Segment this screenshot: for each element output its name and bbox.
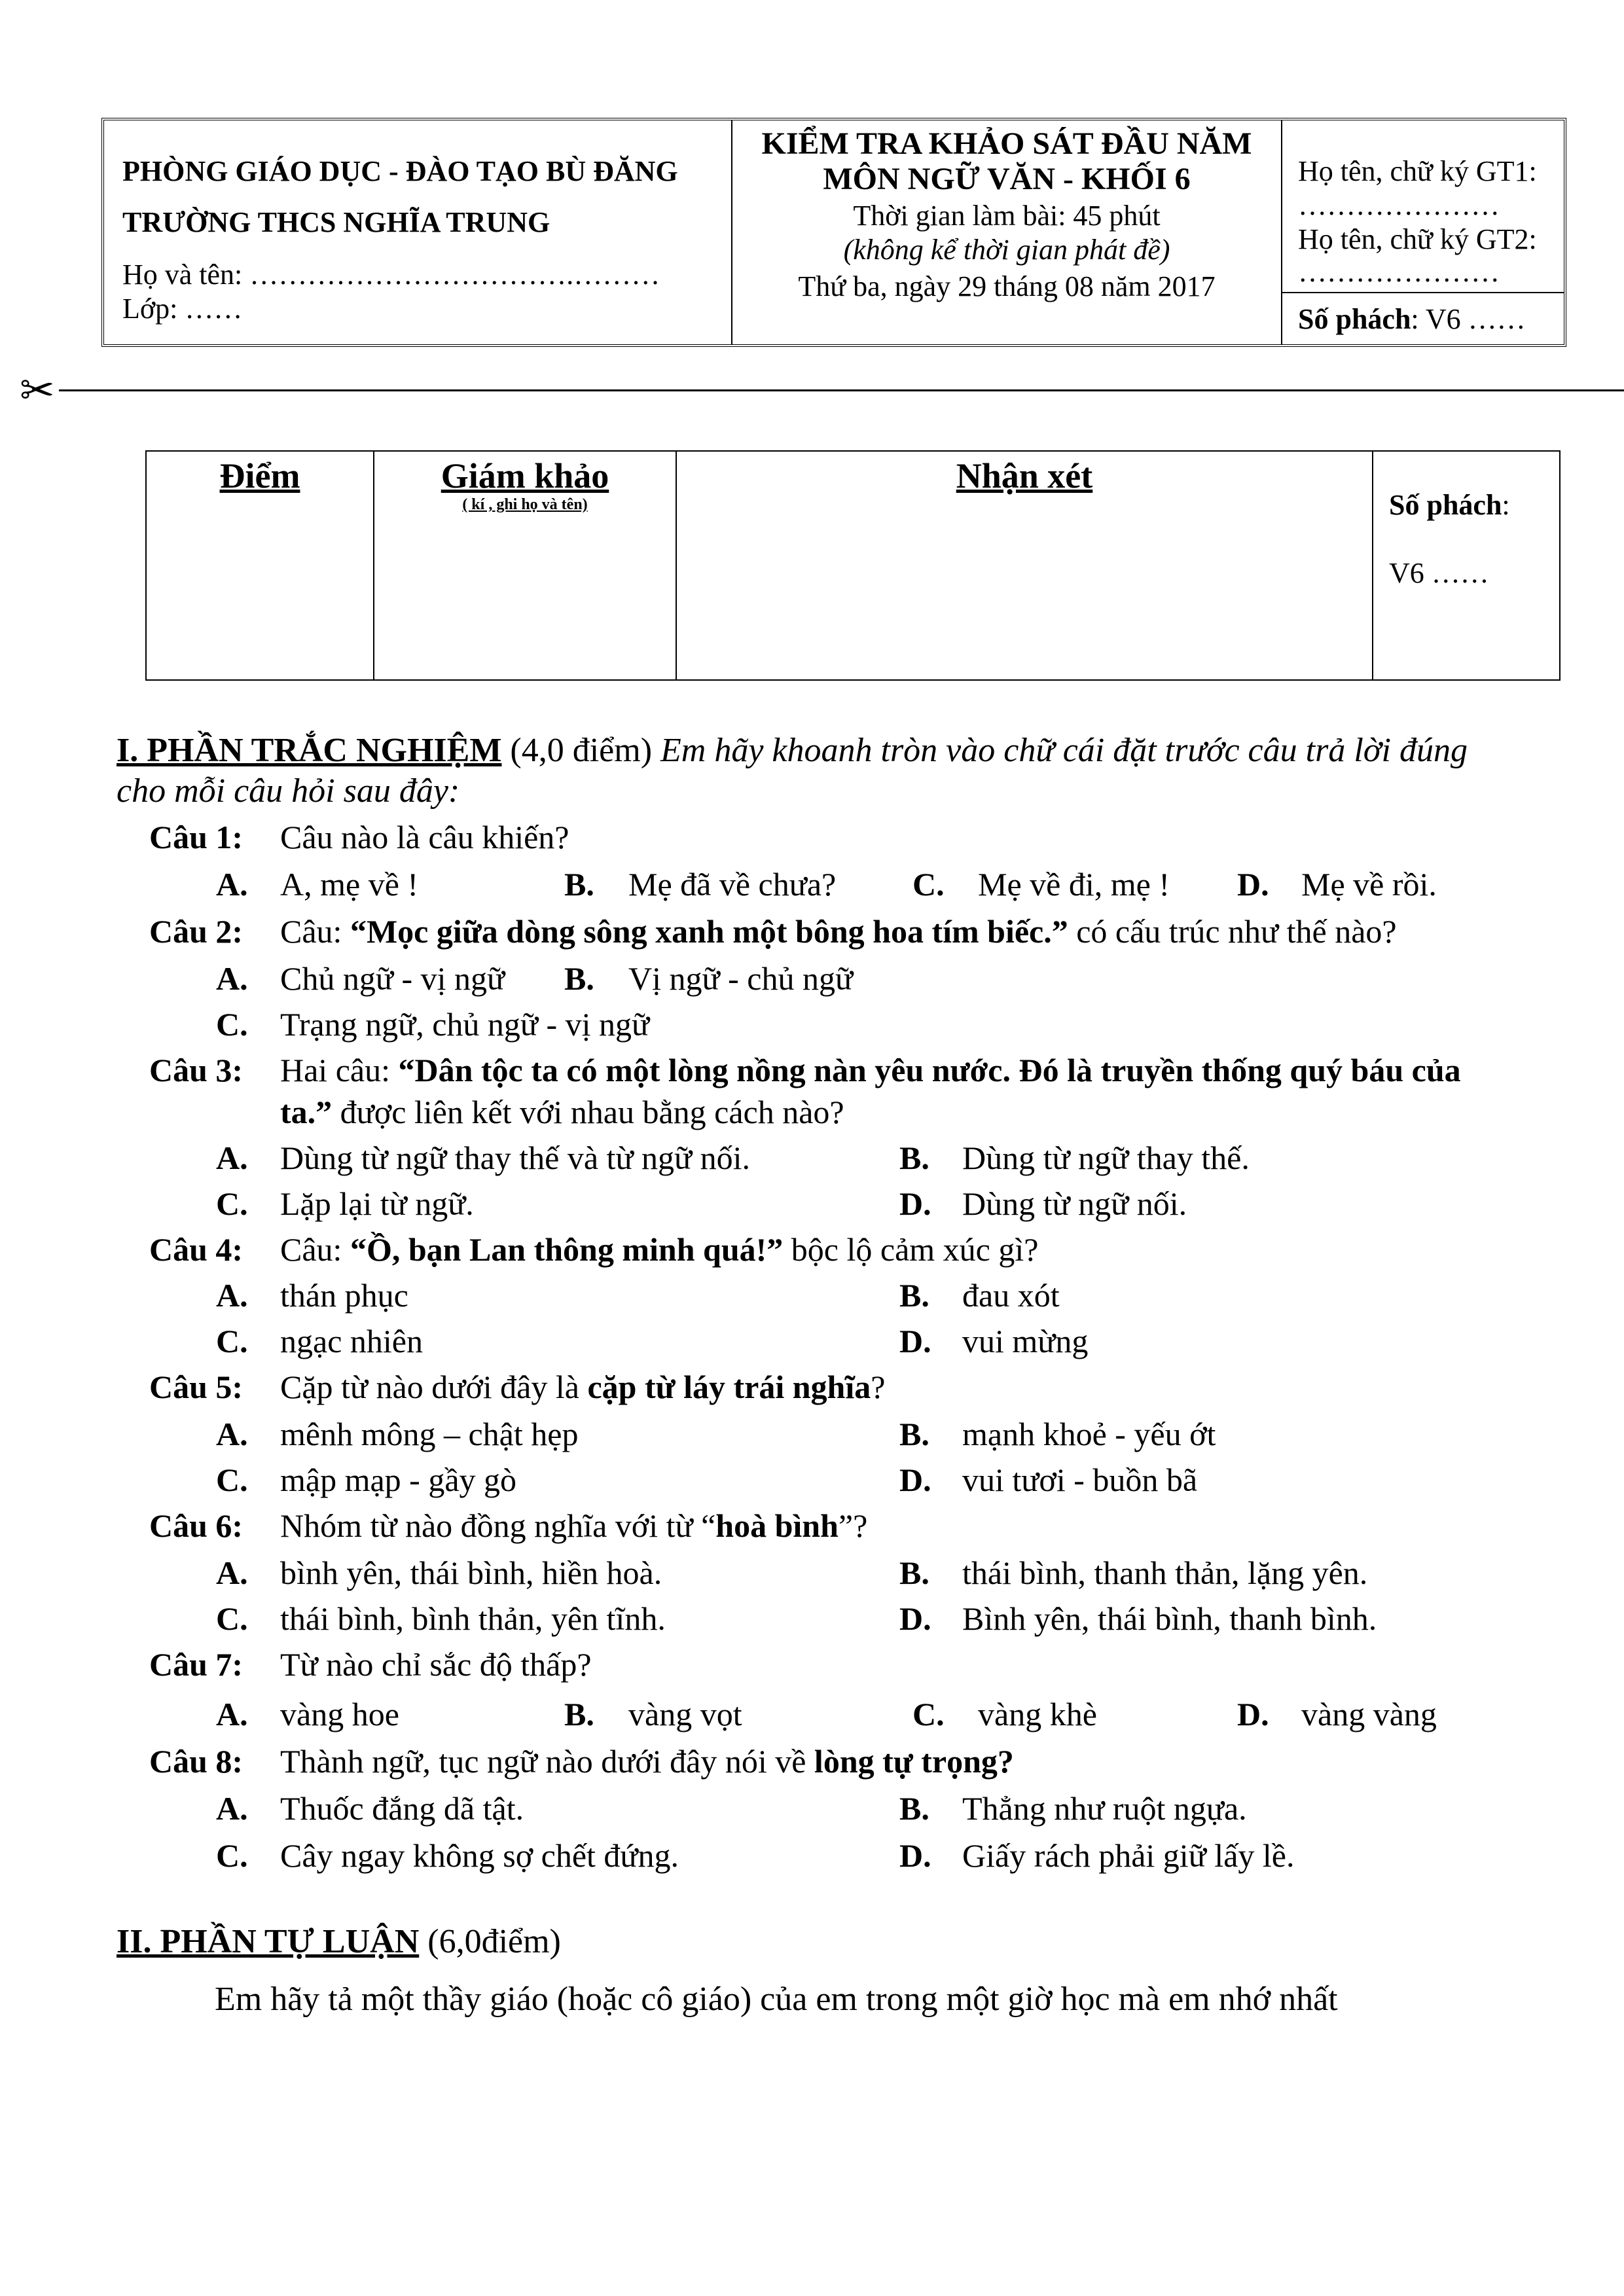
- proctor1-label: Họ tên, chữ ký GT1:: [1298, 155, 1537, 187]
- q8-option-c-letter: C.: [216, 1837, 248, 1874]
- q3-option-c-letter: C.: [216, 1185, 248, 1222]
- q5-option-a-letter: A.: [216, 1416, 248, 1452]
- q8-option-b-letter: B.: [899, 1790, 929, 1827]
- q7-option-d-letter: D.: [1237, 1696, 1269, 1732]
- question-3-label: Câu 3:: [149, 1052, 244, 1088]
- q5-option-b: mạnh khoẻ - yếu ớt: [962, 1416, 1216, 1452]
- class-line: Lớp: ……: [122, 293, 243, 325]
- question-8-text: Thành ngữ, tục ngữ nào dưới đây nói về lòng tự trọng?: [280, 1743, 1014, 1780]
- q6-option-b-letter: B.: [899, 1554, 929, 1591]
- q7-option-b: vàng vọt: [628, 1696, 742, 1732]
- q6-option-d: Bình yên, thái bình, thanh bình.: [962, 1600, 1377, 1637]
- so-phach-cell: [1373, 452, 1559, 679]
- essay-prompt: Em hãy tả một thầy giáo (hoặc cô giáo) của em trong một giờ học mà em nhớ nhất: [215, 1981, 1338, 2018]
- question-4-text: Câu: “Ồ, bạn Lan thông minh quá!” bộc lộ cảm xúc gì?: [280, 1231, 1039, 1268]
- exam-date: Thứ ba, ngày 29 tháng 08 năm 2017: [798, 270, 1216, 302]
- q5-option-d: vui tươi - buồn bã: [962, 1462, 1198, 1498]
- examiner-heading: Giám khảo: [441, 456, 609, 495]
- q8-option-d-letter: D.: [899, 1837, 931, 1874]
- table-so-phach-label: Số phách:: [1389, 489, 1510, 521]
- question-8-label: Câu 8:: [149, 1743, 244, 1780]
- question-2-label: Câu 2:: [149, 913, 244, 950]
- proctor2-signature: …………………: [1298, 256, 1500, 288]
- q7-option-c-letter: C.: [912, 1696, 945, 1732]
- q1-option-b: Mẹ đã về chưa?: [628, 866, 837, 903]
- q3-option-b: Dùng từ ngữ thay thế.: [962, 1139, 1250, 1176]
- q1-option-c: Mẹ về đi, mẹ !: [978, 866, 1170, 903]
- q3-option-b-letter: B.: [899, 1139, 929, 1176]
- q1-option-b-letter: B.: [564, 866, 594, 903]
- cut-line: [59, 389, 1624, 391]
- q5-option-c-letter: C.: [216, 1462, 248, 1498]
- q4-option-a: thán phục: [280, 1277, 408, 1314]
- q6-option-a-letter: A.: [216, 1554, 248, 1591]
- q2-option-a: Chủ ngữ - vị ngữ: [280, 960, 505, 997]
- q6-option-d-letter: D.: [899, 1600, 931, 1637]
- proctor2-label: Họ tên, chữ ký GT2:: [1298, 223, 1537, 255]
- q3-option-d: Dùng từ ngữ nối.: [962, 1185, 1187, 1222]
- part1-heading: I. PHẦN TRẮC NGHIỆM (4,0 điểm) Em hãy khoanh tròn vào chữ cái đặt trước câu trả lời đúng: [117, 732, 1468, 769]
- exam-header: [101, 118, 1566, 347]
- q1-option-a: A, mẹ về !: [280, 866, 419, 903]
- q8-option-a: Thuốc đắng dã tật.: [280, 1790, 524, 1827]
- q8-option-c: Cây ngay không sợ chết đứng.: [280, 1837, 679, 1874]
- q1-option-d-letter: D.: [1237, 866, 1269, 903]
- question-5-label: Câu 5:: [149, 1369, 244, 1405]
- question-1-text: Câu nào là câu khiến?: [280, 819, 569, 855]
- header-proctor-info: [1282, 120, 1564, 344]
- exam-duration: Thời gian làm bài: 45 phút: [853, 200, 1161, 232]
- q5-option-d-letter: D.: [899, 1462, 931, 1498]
- q1-option-a-letter: A.: [216, 866, 248, 903]
- q2-option-b: Vị ngữ - chủ ngữ: [628, 960, 854, 997]
- question-6-text: Nhóm từ nào đồng nghĩa với từ “hoà bình”?: [280, 1507, 868, 1544]
- student-name-line: Họ và tên: …………………………….………: [122, 259, 660, 291]
- exam-duration-note: (không kể thời gian phát đề): [843, 234, 1170, 266]
- q3-option-d-letter: D.: [899, 1185, 931, 1222]
- q2-option-c-letter: C.: [216, 1006, 248, 1043]
- q4-option-c-letter: C.: [216, 1323, 248, 1359]
- table-so-phach-value: V6 ……: [1389, 557, 1489, 589]
- examiner-subheading: ( kí , ghi họ và tên): [462, 496, 588, 513]
- q8-option-d: Giấy rách phải giữ lấy lề.: [962, 1837, 1295, 1874]
- q4-option-c: ngạc nhiên: [280, 1323, 423, 1359]
- part2-heading: II. PHẦN TỰ LUẬN (6,0điểm): [117, 1923, 561, 1960]
- q4-option-b-letter: B.: [899, 1277, 929, 1314]
- proctor1-signature: …………………: [1298, 189, 1500, 221]
- question-3-text-line2: ta.” được liên kết với nhau bằng cách nào?: [280, 1094, 844, 1130]
- proctor-divider: [1282, 292, 1564, 293]
- q5-option-b-letter: B.: [899, 1416, 929, 1452]
- department-name: PHÒNG GIÁO DỤC - ĐÀO TẠO BÙ ĐĂNG: [122, 155, 678, 187]
- q3-option-a-letter: A.: [216, 1139, 248, 1176]
- q1-option-c-letter: C.: [912, 866, 945, 903]
- header-so-phach: Số phách: V6 ……: [1298, 303, 1526, 335]
- q7-option-d: vàng vàng: [1301, 1696, 1437, 1732]
- exam-title: KIỂM TRA KHẢO SÁT ĐẦU NĂM: [761, 126, 1252, 161]
- score-table: [145, 450, 1561, 681]
- q4-option-b: đau xót: [962, 1277, 1060, 1314]
- q6-option-b: thái bình, thanh thản, lặng yên.: [962, 1554, 1368, 1591]
- q8-option-a-letter: A.: [216, 1790, 248, 1827]
- q2-option-a-letter: A.: [216, 960, 248, 997]
- question-7-label: Câu 7:: [149, 1646, 244, 1683]
- part1-instruction: cho mỗi câu hỏi sau đây:: [117, 772, 460, 810]
- q7-option-a-letter: A.: [216, 1696, 248, 1732]
- header-school-info: [104, 120, 732, 344]
- q6-option-c-letter: C.: [216, 1600, 248, 1637]
- q5-option-c: mập mạp - gầy gò: [280, 1462, 517, 1498]
- q4-option-a-letter: A.: [216, 1277, 248, 1314]
- q4-option-d: vui mừng: [962, 1323, 1089, 1359]
- score-cell: [147, 452, 374, 679]
- question-5-text: Cặp từ nào dưới đây là cặp từ láy trái nghĩa?: [280, 1369, 886, 1405]
- q3-option-c: Lặp lại từ ngữ.: [280, 1185, 474, 1222]
- comment-cell: [677, 452, 1373, 679]
- q7-option-c: vàng khè: [978, 1696, 1097, 1732]
- q7-option-b-letter: B.: [564, 1696, 594, 1732]
- q4-option-d-letter: D.: [899, 1323, 931, 1359]
- q6-option-a: bình yên, thái bình, hiền hoà.: [280, 1554, 662, 1591]
- q8-option-b: Thẳng như ruột ngựa.: [962, 1790, 1247, 1827]
- q7-option-a: vàng hoe: [280, 1696, 399, 1732]
- question-2-text: Câu: “Mọc giữa dòng sông xanh một bông hoa tím biếc.” có cấu trúc như thế nào?: [280, 913, 1397, 950]
- question-7-text: Từ nào chỉ sắc độ thấp?: [280, 1646, 592, 1683]
- q3-option-a: Dùng từ ngữ thay thế và từ ngữ nối.: [280, 1139, 751, 1176]
- school-name: TRƯỜNG THCS NGHĨA TRUNG: [122, 206, 550, 238]
- score-heading: Điểm: [219, 456, 300, 495]
- question-4-label: Câu 4:: [149, 1231, 244, 1268]
- header-exam-info: [732, 120, 1282, 344]
- examiner-cell: [374, 452, 677, 679]
- q5-option-a: mênh mông – chật hẹp: [280, 1416, 579, 1452]
- q1-option-d: Mẹ về rồi.: [1301, 866, 1437, 903]
- comment-heading: Nhận xét: [956, 456, 1093, 495]
- question-3-text-line1: Hai câu: “Dân tộc ta có một lòng nồng nàn yêu nước. Đó là truyền thống quý báu của: [280, 1052, 1461, 1088]
- exam-subject: MÔN NGỮ VĂN - KHỐI 6: [823, 162, 1191, 196]
- scissors-icon: ✂: [20, 367, 55, 414]
- q6-option-c: thái bình, bình thản, yên tĩnh.: [280, 1600, 666, 1637]
- question-6-label: Câu 6:: [149, 1507, 244, 1544]
- q2-option-c: Trạng ngữ, chủ ngữ - vị ngữ: [280, 1006, 650, 1043]
- q2-option-b-letter: B.: [564, 960, 594, 997]
- question-1-label: Câu 1:: [149, 819, 244, 855]
